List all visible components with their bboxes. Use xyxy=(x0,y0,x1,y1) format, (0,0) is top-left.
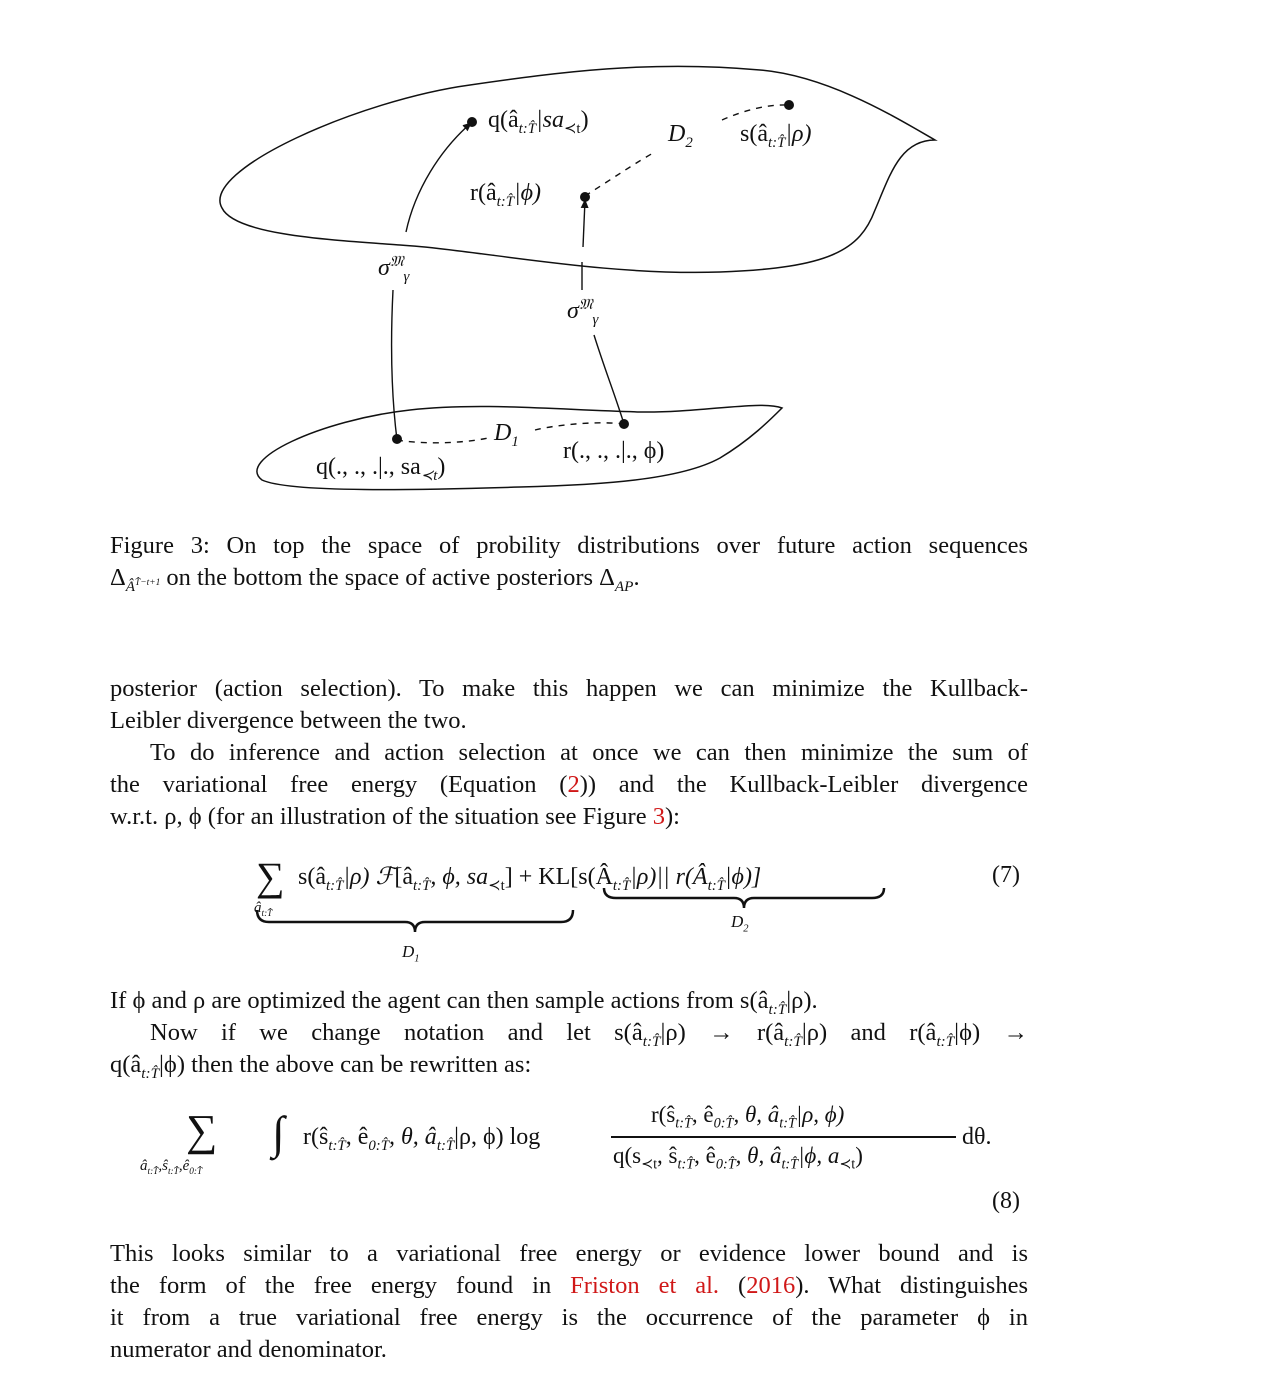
label-sigma-left: $\sigma^𝔐_\gamma$ xyxy=(378,254,410,285)
point-r-top xyxy=(580,192,590,202)
paragraph-3: If ϕ and ρ are optimized the agent can then sample actions from $s(â_{t:T̂}|\rho)$. Now if we change notation and let $s(â_{t:T̂}|\rho)$ → $r(â_{t:T̂}|\rho)$ and $r(â_{t:T̂}|\phi)$ → $q(â_{t:T̂}|\phi)$ then the above can be rewritten as: xyxy=(110,987,1028,1082)
label-sigma-right: $\sigma^𝔐_\gamma$ xyxy=(567,297,599,328)
mapping-arrow-left-lower xyxy=(392,290,397,440)
eq7-label-d2: $D_2$ xyxy=(731,912,749,935)
eq8-integrand: $r(ŝ_{t:T̂}$, $ê_{0:T̂}$, θ, $â_{t:T̂}|\rho$, ϕ) log xyxy=(303,1124,541,1154)
label-s-top: $s(â_{t:T̂}|\rho)$ xyxy=(740,121,812,151)
friston-citation-link[interactable]: Friston et al. xyxy=(570,1272,720,1299)
mapping-arrow-right-top xyxy=(583,200,585,247)
figure-3-diagram xyxy=(0,0,1276,510)
label-d1: $D_1$ xyxy=(494,420,519,450)
eq8-dtheta: dθ. xyxy=(962,1124,992,1150)
eq8-sum-subscript: $â_{t:T̂},ŝ_{t:T̂},ê_{0:T̂}$ xyxy=(140,1158,203,1177)
eq8-number: (8) xyxy=(992,1188,1020,1214)
eq8-integral-symbol: ∫ xyxy=(272,1107,285,1158)
eq8-numerator: $r(ŝ_{t:T̂}$, $ê_{0:T̂}$, θ, $â_{t:T̂}|\rho$, ϕ) xyxy=(651,1102,845,1132)
eq8-denominator: $q(s_{≺t}$, $ŝ_{t:T̂}$, $ê_{0:T̂}$, θ, $â_{t:T̂}|\phi$, $a_{≺t}$) xyxy=(613,1143,863,1173)
label-r-top: $r(â_{t:T̂}|\phi)$ xyxy=(470,180,542,210)
mapping-arrow-left-upper xyxy=(406,123,471,232)
paragraph-2: To do inference and action selection at once we can then minimize the sum of the variational free energy (Equation (2)) and the Kullback-Leibler divergence w.r.t. ρ, ϕ (for an illustration of the situation see Figure 3): xyxy=(110,739,1029,830)
label-r-bottom: r(., ., .|., ϕ) xyxy=(563,438,665,464)
d2-dashed-line-upper xyxy=(722,105,789,120)
point-q-bottom xyxy=(392,434,402,444)
eq7-label-d1: $D_1$ xyxy=(402,942,420,965)
eq7-sum-subscript: $â_{t:T̂}$ xyxy=(254,900,273,919)
paragraph-1: posterior (action selection). To make this happen we can minimize the Kullback- Leibler divergence between the two. xyxy=(110,675,1028,734)
point-q-top xyxy=(467,117,477,127)
eq7-number: (7) xyxy=(992,862,1020,888)
figure-3-link[interactable]: 3 xyxy=(652,803,665,830)
d1-dashed-line-left xyxy=(397,438,488,443)
friston-year-link[interactable]: 2016 xyxy=(746,1272,796,1299)
eq7-underbrace-d1 xyxy=(255,908,575,938)
d2-dashed-line xyxy=(585,152,655,196)
eq8-sum-symbol: ∑ xyxy=(186,1106,218,1155)
label-q-top: $q(â_{t:T̂}|sa_{≺t})$ xyxy=(488,107,589,137)
label-q-bottom: q(., ., .|., $sa_{≺t}$) xyxy=(316,454,446,484)
eq7-sum-symbol: ∑ xyxy=(256,854,285,899)
paragraph-5: This looks similar to a variational free energy or evidence lower bound and is the form of the free energy found in Friston et al. (2016). What distinguishes it from a true variational free energy is the occurrence of the parameter ϕ in numerator and denominator. xyxy=(110,1240,1028,1363)
point-r-bottom xyxy=(619,419,629,429)
point-s-top xyxy=(784,100,794,110)
eq8-fraction-bar xyxy=(611,1136,956,1138)
figure-caption: Figure 3: On top the space of probility distributions over future action sequences $\Delta_{Â^{T̂-t+1}}$ on the bottom the space of active posteriors $\Delta_{AP}$. xyxy=(110,532,1028,595)
eq7-expression: $s(â_{t:T̂}|\rho)$ $ℱ[â_{t:T̂}$, ϕ, $sa_{≺t}$] + $KL[s(Â_{t:T̂}|\rho)||$ $r(Â_{t:T̂}|\phi)$] xyxy=(298,864,762,894)
d1-dashed-line-right xyxy=(535,423,624,430)
equation-2-link[interactable]: 2 xyxy=(567,771,580,798)
label-d2: $D_2$ xyxy=(668,121,693,151)
action-sequence-space-outline xyxy=(220,66,935,272)
